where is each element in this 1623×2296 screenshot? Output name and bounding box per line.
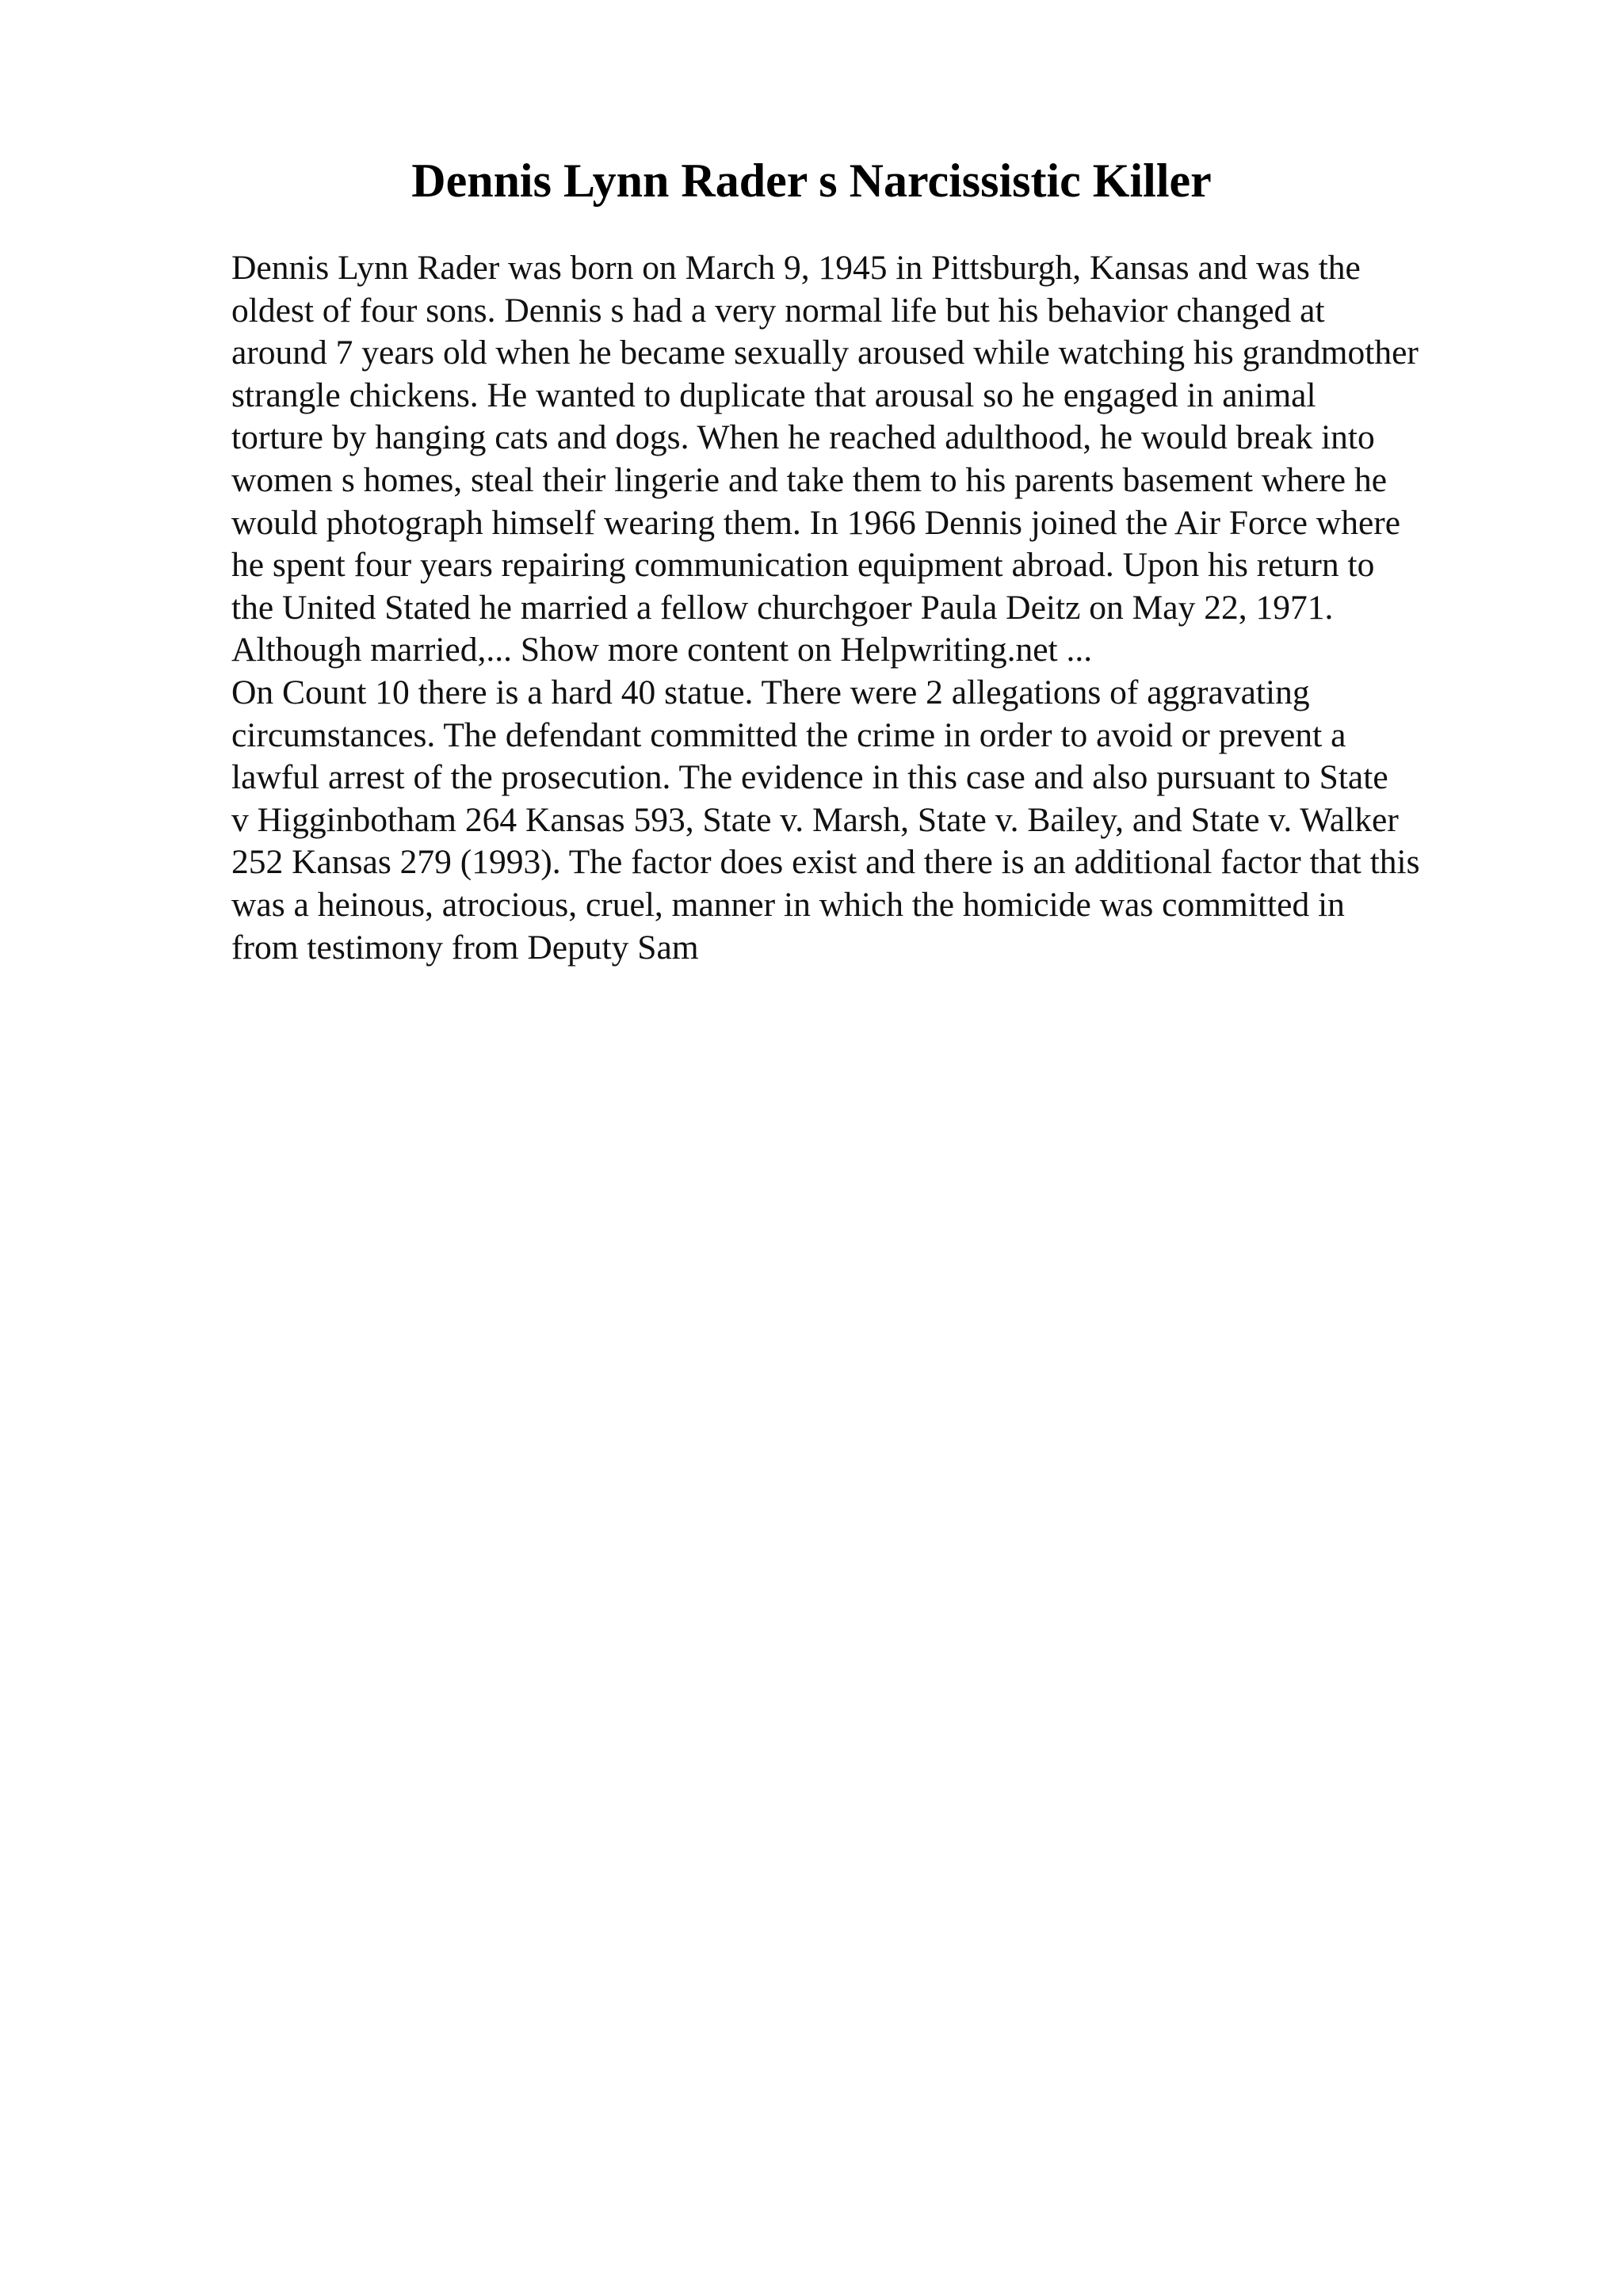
text-line: from testimony from Deputy Sam (231, 928, 699, 967)
document-title: Dennis Lynn Rader s Narcissistic Killer (411, 154, 1212, 207)
paragraph-1 (231, 247, 1531, 672)
text-line: he spent four years repairing communication equipment abroad. Upon his return to (231, 546, 1375, 585)
document-body (231, 247, 1531, 969)
text-line: the United Stated he married a fellow churchgoer Paula Deitz on May 22, 1971. (231, 588, 1334, 627)
text-line: Dennis Lynn Rader was born on March 9, 1945 in Pittsburgh, Kansas and was the (231, 249, 1361, 287)
text-line: 252 Kansas 279 (1993). The factor does exist and there is an additional factor that this (231, 843, 1420, 882)
text-line: lawful arrest of the prosecution. The evidence in this case and also pursuant to State (231, 758, 1388, 797)
text-line: was a heinous, atrocious, cruel, manner in which the homicide was committed in (231, 885, 1345, 924)
text-line: Although married,... Show more content on Helpwriting.net ... (231, 631, 1093, 669)
text-line: would photograph himself wearing them. In 1966 Dennis joined the Air Force where (231, 503, 1401, 542)
text-line: torture by hanging cats and dogs. When he reached adulthood, he would break into (231, 418, 1375, 457)
text-line: On Count 10 there is a hard 40 statue. There were 2 allegations of aggravating (231, 673, 1310, 711)
text-line: strangle chickens. He wanted to duplicate that arousal so he engaged in animal (231, 376, 1316, 414)
text-line: circumstances. The defendant committed the crime in order to avoid or prevent a (231, 715, 1346, 754)
text-line: oldest of four sons. Dennis s had a very normal life but his behavior changed at (231, 291, 1325, 330)
paragraph-2 (231, 672, 1531, 969)
text-line: women s homes, steal their lingerie and take them to his parents basement where he (231, 460, 1388, 499)
text-line: around 7 years old when he became sexually aroused while watching his grandmother (231, 334, 1419, 372)
text-line: v Higginbotham 264 Kansas 593, State v. Marsh, State v. Bailey, and State v. Walker (231, 800, 1399, 839)
